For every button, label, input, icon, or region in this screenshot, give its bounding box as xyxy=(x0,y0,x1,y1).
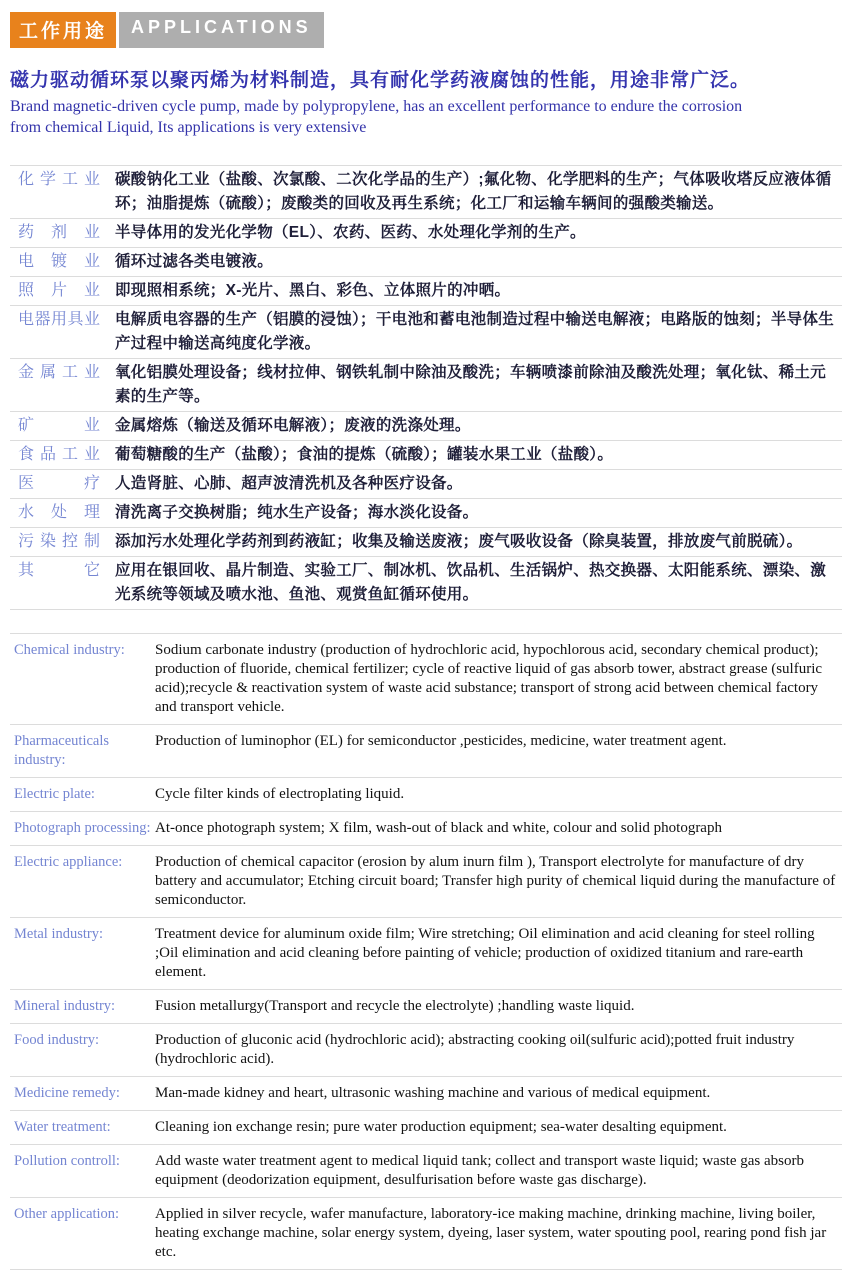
table-row xyxy=(10,989,842,1023)
table-row xyxy=(10,247,842,276)
table-row xyxy=(10,556,842,609)
industry-label-en: Photograph processing: xyxy=(14,820,151,836)
industry-label-cn: 药剂业 xyxy=(18,224,100,241)
industry-label-cn: 电器用具业 xyxy=(18,311,100,328)
table-row xyxy=(10,1023,842,1076)
industry-label-en: Pharmaceuticals industry: xyxy=(14,733,110,768)
industry-label-cn: 其它 xyxy=(18,562,100,579)
table-row xyxy=(10,917,842,989)
table-row xyxy=(10,440,842,469)
industry-label-cn: 矿业 xyxy=(18,417,100,434)
industry-desc-en: Man-made kidney and heart, ultrasonic washing machine and various of medical equipment. xyxy=(155,1085,711,1101)
industry-desc-en: Production of luminophor (EL) for semiconductor ,pesticides, medicine, water treatment agent. xyxy=(155,733,727,749)
applications-table-en xyxy=(10,633,842,1270)
industry-desc-cn: 电解质电容器的生产（铝膜的浸蚀）；干电池和蓄电池制造过程中输送电解液；电路版的蚀刻；半导体生产过程中输送高纯度化学液。 xyxy=(115,311,835,352)
table-row xyxy=(10,1197,842,1269)
intro-paragraph-cn: 磁力驱动循环泵以聚丙烯为材料制造，具有耐化学药液腐蚀的性能，用途非常广泛。 xyxy=(10,70,751,91)
industry-label-en: Other application: xyxy=(14,1206,120,1222)
industry-label-en: Mineral industry: xyxy=(14,998,116,1014)
industry-desc-cn: 即现照相系统；X-光片、黑白、彩色、立体照片的冲晒。 xyxy=(115,282,511,299)
industry-label-en: Water treatment: xyxy=(14,1119,111,1135)
table-row xyxy=(10,724,842,777)
table-row xyxy=(10,633,842,724)
industry-label-en: Metal industry: xyxy=(14,926,104,942)
table-row xyxy=(10,411,842,440)
industry-desc-en: Treatment device for aluminum oxide film; Wire stretching; Oil elimination and acid cleaning for steel rolling ;Oil elimination and acid cleaning before painting of vehicle; production of oxidized titanium and rare-earth element. xyxy=(155,926,815,980)
industry-desc-cn: 金属熔炼（输送及循环电解液）；废液的洗涤处理。 xyxy=(115,417,471,434)
industry-desc-cn: 半导体用的发光化学物（EL）、农药、医药、水处理化学剂的生产。 xyxy=(115,224,586,241)
table-row xyxy=(10,527,842,556)
industry-label-cn: 金属工业 xyxy=(18,364,100,381)
industry-desc-en: Production of gluconic acid (hydrochloric acid); abstracting cooking oil(sulfuric acid);potted fruit industry (hydrochloric acid). xyxy=(155,1032,795,1067)
industry-desc-en: Sodium carbonate industry (production of hydrochloric acid, hypochlorous acid, secondary chemical product); production of fluoride, chemical fertilizer; cycle of reactive liquid of gas absorb tower, abstract grease (sulfuric acid);recycle & reactivation system of waste acid substance; transport of strong acid between chemical factory and transport vehicle. xyxy=(155,642,823,715)
industry-label-cn: 食品工业 xyxy=(18,446,100,463)
industry-desc-en: Add waste water treatment agent to medical liquid tank; collect and transport waste liquid; waste gas absorb equipment (deodorization equipment, desulfurisation before waste gas discharge). xyxy=(155,1153,804,1188)
industry-desc-en: Production of chemical capacitor (erosion by alum inurn film ), Transport electrolyte for manufacture of dry battery and accumulator; Etching circuit board; Transfer high purity of chemical liquid during the manufacture of semiconductor. xyxy=(155,854,836,908)
table-row xyxy=(10,845,842,917)
industry-desc-cn: 氧化铝膜处理设备；线材拉伸、钢铁轧制中除油及酸洗；车辆喷漆前除油及酸洗处理；氧化钛、稀土元素的生产等。 xyxy=(115,364,827,405)
industry-desc-en: Cycle filter kinds of electroplating liquid. xyxy=(155,786,405,802)
industry-label-cn: 化学工业 xyxy=(18,171,100,188)
industry-label-cn: 水处理 xyxy=(18,504,100,521)
industry-label-en: Medicine remedy: xyxy=(14,1085,120,1101)
table-row xyxy=(10,498,842,527)
section-header xyxy=(10,12,842,48)
industry-label-en: Food industry: xyxy=(14,1032,99,1048)
industry-desc-cn: 清洗离子交换树脂；纯水生产设备；海水淡化设备。 xyxy=(115,504,479,521)
industry-desc-cn: 添加污水处理化学药剂到药液缸；收集及输送废液；废气吸收设备（除臭装置，排放废气前脱硫）。 xyxy=(115,533,803,550)
table-row xyxy=(10,469,842,498)
section-title-cn: 工作用途 xyxy=(10,12,116,48)
table-row xyxy=(10,305,842,358)
industry-label-cn: 污染控制 xyxy=(18,533,100,550)
industry-desc-en: Applied in silver recycle, wafer manufacture, laboratory-ice making machine, drinking machine, living boiler, heating exchange machine, solar energy system, dyeing, laser system, water spouting pool, rearing pond fish jar etc. xyxy=(155,1206,827,1260)
table-row xyxy=(10,777,842,811)
table-row xyxy=(10,276,842,305)
intro-paragraph-en xyxy=(10,96,842,138)
table-row xyxy=(10,1110,842,1144)
industry-desc-cn: 循环过滤各类电镀液。 xyxy=(115,253,274,270)
industry-label-cn: 医疗 xyxy=(18,475,100,492)
industry-label-cn: 照片业 xyxy=(18,282,100,299)
industry-label-en: Electric appliance: xyxy=(14,854,123,870)
industry-desc-cn: 碳酸钠化工业（盐酸、次氯酸、二次化学品的生产）;氟化物、化学肥料的生产；气体吸收塔反应液体循环；油脂提炼（硫酸）；废酸类的回收及再生系统；化工厂和运输车辆间的强酸类输送。 xyxy=(115,171,832,212)
section-title-en: APPLICATIONS xyxy=(119,12,324,48)
industry-desc-en: Cleaning ion exchange resin; pure water production equipment; sea-water desalting equipment. xyxy=(155,1119,727,1135)
industry-desc-en: At-once photograph system; X film, wash-out of black and white, colour and solid photograph xyxy=(155,820,722,836)
table-row xyxy=(10,358,842,411)
industry-label-cn: 电镀业 xyxy=(18,253,100,270)
table-row xyxy=(10,1144,842,1197)
industry-desc-cn: 应用在银回收、晶片制造、实验工厂、制冰机、饮品机、生活锅炉、热交换器、太阳能系统、漂染、激光系统等领域及喷水池、鱼池、观赏鱼缸循环使用。 xyxy=(115,562,827,603)
applications-table-cn xyxy=(10,165,842,610)
industry-label-en: Chemical industry: xyxy=(14,642,125,658)
table-row xyxy=(10,218,842,247)
industry-desc-en: Fusion metallurgy(Transport and recycle the electrolyte) ;handling waste liquid. xyxy=(155,998,635,1014)
table-row xyxy=(10,165,842,218)
intro-en-line2: from chemical Liquid, Its applications is very extensive xyxy=(10,119,367,136)
industry-label-en: Electric plate: xyxy=(14,786,95,802)
industry-desc-cn: 人造肾脏、心肺、超声波清洗机及各种医疗设备。 xyxy=(115,475,463,492)
table-row xyxy=(10,811,842,845)
table-row xyxy=(10,1076,842,1110)
industry-desc-cn: 葡萄糖酸的生产（盐酸）；食油的提炼（硫酸）；罐装水果工业（盐酸）。 xyxy=(115,446,614,463)
intro-en-line1: Brand magnetic-driven cycle pump, made by polypropylene, has an excellent performance to endure the corrosion xyxy=(10,98,743,115)
industry-label-en: Pollution controll: xyxy=(14,1153,120,1169)
